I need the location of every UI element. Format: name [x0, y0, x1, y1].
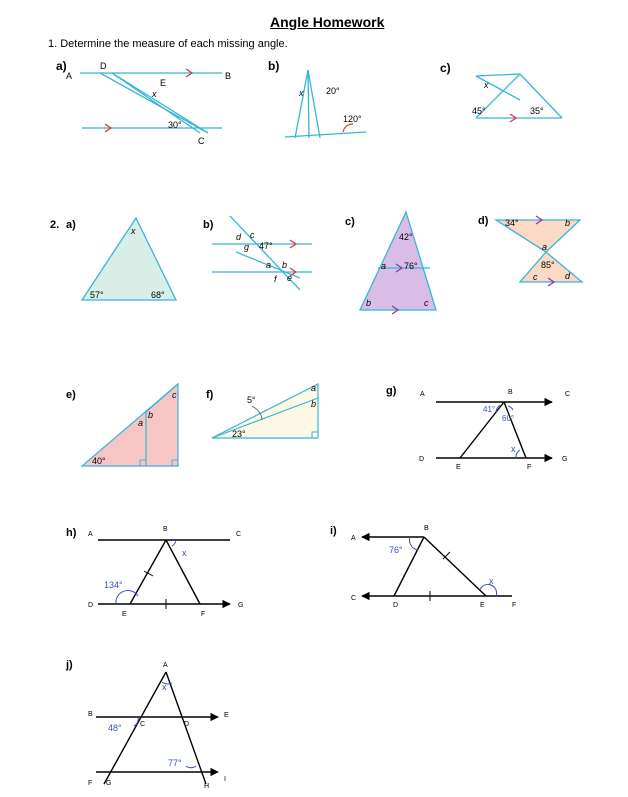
- point-C: C: [198, 136, 205, 146]
- label-2h: h): [66, 527, 77, 539]
- point-E: E: [160, 78, 167, 88]
- angle-42: 42°: [399, 232, 413, 242]
- page-title: Angle Homework: [270, 14, 385, 30]
- label-2b: b): [203, 219, 214, 231]
- angle-arc: [186, 766, 196, 768]
- point-A: A: [88, 531, 93, 538]
- angle-134: 134°: [104, 580, 123, 590]
- angle-x: x: [511, 444, 516, 454]
- angle-f: f: [274, 274, 277, 284]
- label-2d: d): [478, 215, 489, 227]
- angle-c: c: [424, 298, 429, 308]
- angle-e: e: [287, 273, 293, 283]
- label-2c: c): [345, 216, 355, 228]
- point-F: F: [201, 611, 206, 618]
- angle-c: c: [250, 230, 255, 240]
- point-B: B: [225, 71, 232, 81]
- label-2j: j): [66, 659, 73, 671]
- point-H: H: [204, 783, 210, 790]
- angle-arc: [116, 590, 138, 604]
- angle-a: a: [311, 383, 317, 393]
- angle-35: 35°: [530, 106, 544, 116]
- angle-a: a: [542, 242, 548, 252]
- point-B: B: [163, 526, 168, 533]
- label-2a: a): [66, 219, 76, 231]
- angle-57: 57°: [90, 290, 104, 300]
- angle-g: g: [244, 242, 250, 252]
- point-C: C: [140, 721, 146, 728]
- point-E: E: [480, 602, 485, 609]
- angle-47: 47°: [259, 241, 273, 251]
- figure-2b: [212, 216, 312, 290]
- angle-48: 48°: [108, 723, 122, 733]
- angle-41: 41°: [483, 405, 496, 414]
- angle-a: a: [266, 260, 272, 270]
- angle-arc: [480, 584, 497, 596]
- point-A: A: [420, 391, 425, 398]
- label-1c: c): [440, 61, 451, 75]
- angle-x: x: [182, 548, 187, 558]
- angle-40: 40°: [92, 456, 106, 466]
- point-D: D: [88, 602, 94, 609]
- figure-1a: [80, 73, 222, 133]
- triangle-2c: [360, 212, 436, 310]
- point-D: D: [419, 456, 425, 463]
- angle-x: x: [131, 226, 136, 236]
- angle-76: 76°: [404, 261, 418, 271]
- angle-arc: [508, 406, 513, 410]
- label-2g: g): [386, 385, 397, 397]
- point-A: A: [163, 662, 168, 669]
- angle-a: a: [138, 418, 144, 428]
- point-B: B: [424, 525, 429, 532]
- question-2-number: 2.: [50, 219, 60, 231]
- angle-arc: [343, 124, 353, 132]
- point-G: G: [238, 602, 244, 609]
- angle-arc: [410, 537, 418, 550]
- angle-arc: [516, 450, 520, 458]
- angle-x: x: [484, 80, 489, 90]
- angle-c: c: [172, 390, 177, 400]
- angle-20: 20°: [326, 86, 340, 96]
- point-C: C: [236, 531, 242, 538]
- point-G: G: [562, 456, 568, 463]
- angle-85: 85°: [541, 260, 555, 270]
- point-A: A: [66, 71, 73, 81]
- angle-d: d: [236, 232, 242, 242]
- label-2f: f): [206, 389, 214, 401]
- angle-120: 120°: [343, 114, 362, 124]
- angle-60: 60°: [502, 414, 515, 423]
- angle-d: d: [565, 271, 571, 281]
- point-F: F: [88, 780, 93, 787]
- angle-a: a: [381, 261, 387, 271]
- point-C: C: [565, 391, 571, 398]
- angle-45: 45°: [472, 106, 486, 116]
- point-F: F: [512, 602, 517, 609]
- point-E: E: [224, 712, 229, 719]
- point-B: B: [508, 389, 513, 396]
- point-F: F: [527, 464, 532, 471]
- label-2i: i): [330, 525, 337, 537]
- angle-x: x: [299, 88, 304, 98]
- point-D: D: [393, 602, 399, 609]
- point-E: E: [122, 611, 127, 618]
- angle-c: c: [533, 272, 538, 282]
- angle-b: b: [148, 410, 154, 420]
- triangle-2f: [212, 384, 318, 438]
- question-1-instruction: 1. Determine the measure of each missing angle.: [48, 38, 288, 50]
- triangle-2a: [82, 218, 176, 300]
- point-I: I: [224, 776, 226, 783]
- angle-68: 68°: [151, 290, 165, 300]
- point-C: C: [351, 595, 357, 602]
- angle-5: 5°: [247, 395, 256, 405]
- angle-b: b: [311, 399, 317, 409]
- angle-x: x: [152, 89, 157, 99]
- angle-arc: [172, 540, 176, 546]
- label-1b: b): [268, 59, 280, 73]
- point-E: E: [456, 464, 461, 471]
- angle-x: x: [162, 682, 167, 692]
- angle-23: 23°: [232, 429, 246, 439]
- angle-x: x: [489, 576, 494, 586]
- angle-b: b: [366, 298, 372, 308]
- angle-b: b: [282, 260, 288, 270]
- point-B: B: [88, 711, 93, 718]
- label-1a: a): [56, 59, 67, 73]
- angle-76: 76°: [389, 545, 403, 555]
- angle-77: 77°: [168, 758, 182, 768]
- point-G: G: [106, 780, 112, 787]
- angle-34: 34°: [505, 218, 519, 228]
- point-D: D: [184, 721, 190, 728]
- angle-30: 30°: [168, 120, 182, 130]
- point-A: A: [351, 535, 356, 542]
- figure-1c: [476, 74, 562, 118]
- angle-b: b: [565, 218, 571, 228]
- label-2e: e): [66, 389, 76, 401]
- figure-1b: [285, 70, 366, 138]
- point-D: D: [100, 61, 107, 71]
